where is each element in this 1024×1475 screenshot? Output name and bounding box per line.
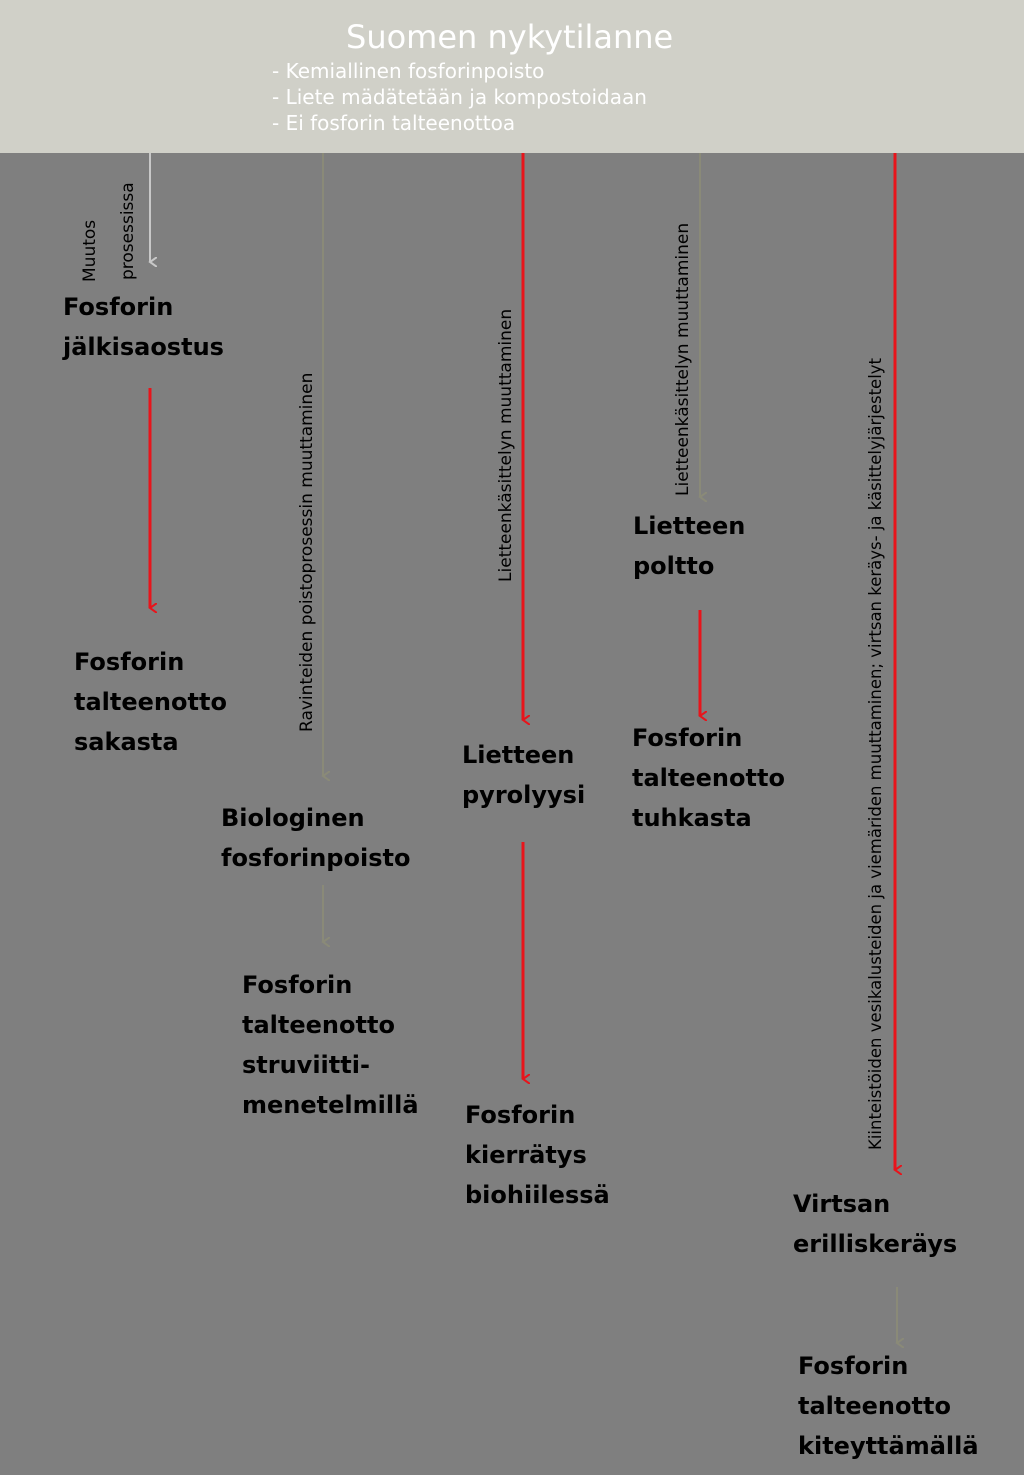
- label-sludge-treatment-1: Lietteenkäsittelyn muuttaminen: [496, 308, 516, 582]
- node-ash-recovery: Fosforin talteenotto tuhkasta: [632, 724, 785, 832]
- label-process-change-2: prosessissa: [118, 182, 138, 280]
- page-title: Suomen nykytilanne: [346, 18, 674, 56]
- node-recovery-sludge: Fosforin talteenotto sakasta: [74, 648, 227, 756]
- bullet-no-recovery: - Ei fosforin talteenottoa: [272, 111, 516, 135]
- node-incineration: Lietteen poltto: [633, 512, 746, 580]
- label-urine-collection: Kiinteistöiden vesikalusteiden ja viemäriden muuttaminen; virtsan keräys- ja käsittelyjärjestelyt: [866, 357, 885, 1150]
- node-crystallization: Fosforin talteenotto kiteyttämällä: [798, 1352, 979, 1460]
- bullet-sludge-digestion: - Liete mädätetään ja kompostoidaan: [272, 85, 647, 109]
- label-sludge-treatment-2: Lietteenkäsittelyn muuttaminen: [673, 222, 693, 496]
- node-post-precipitation: Fosforin jälkisaostus: [63, 293, 224, 361]
- label-nutrient-process: Ravinteiden poistoprosessin muuttaminen: [297, 372, 317, 732]
- node-struvite: Fosforin talteenotto struviitti- menetelmillä: [242, 971, 419, 1119]
- node-biochar: Fosforin kierrätys biohiilessä: [465, 1101, 610, 1209]
- bullet-chemical-removal: - Kemiallinen fosforinpoisto: [272, 59, 545, 83]
- node-urine-separation: Virtsan erilliskeräys: [793, 1190, 958, 1258]
- node-pyrolysis: Lietteen pyrolyysi: [462, 741, 586, 809]
- node-bio-removal: Biologinen fosforinpoisto: [221, 804, 411, 872]
- label-process-change-1: Muutos: [80, 219, 100, 282]
